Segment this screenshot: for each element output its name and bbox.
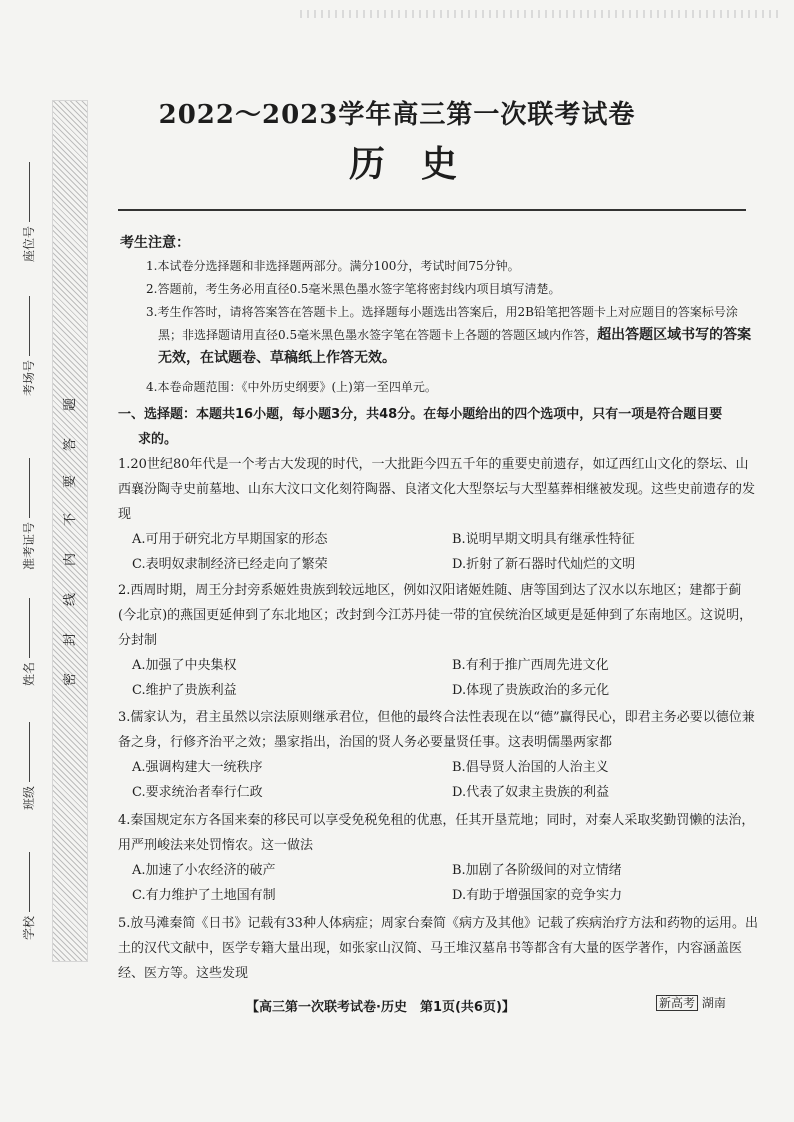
candidate-notes bbox=[120, 232, 760, 399]
question-1 bbox=[118, 452, 758, 577]
seal-strip bbox=[52, 100, 88, 962]
question-options bbox=[132, 858, 758, 908]
question-5 bbox=[118, 911, 758, 986]
title-divider bbox=[118, 209, 746, 211]
option-a: A.加速了小农经济的破产 bbox=[132, 863, 276, 878]
section-heading-line: 一、选择题：本题共16小题，每小题3分，共48分。在每小题给出的四个选项中，只有一项是符合题目要 bbox=[118, 407, 723, 422]
name-field[interactable]: 姓名 bbox=[20, 598, 37, 686]
option-c: C.要求统治者奉行仁政 bbox=[132, 785, 263, 800]
option-b: B.说明早期文明具有继承性特征 bbox=[452, 532, 635, 547]
seal-char: 密 bbox=[63, 672, 79, 687]
question-stem: 5.放马滩秦简《日书》记载有33种人体病症；周家台秦简《病方及其他》记载了疾病治疗方法和药物的运用。出土的汉代文献中，医学专籍大量出现，如张家山汉简、马王堆汉墓帛书等都含有大量的医学著作，内容涵盖医经、医方等。这些发现 bbox=[118, 916, 758, 981]
option-b: B.加剧了各阶级间的对立情绪 bbox=[452, 863, 622, 878]
seal-char: 不 bbox=[63, 512, 79, 527]
subject-title: 历史 bbox=[348, 143, 493, 185]
note-item: 1.本试卷分选择题和非选择题两部分。满分100分，考试时间75分钟。 bbox=[146, 259, 520, 273]
section-heading-line: 求的。 bbox=[138, 432, 178, 447]
option-a: A.可用于研究北方早期国家的形态 bbox=[132, 532, 328, 547]
room-field[interactable]: 考场号 bbox=[20, 296, 37, 396]
option-d: D.代表了奴隶主贵族的利益 bbox=[452, 785, 610, 800]
section-heading bbox=[118, 402, 758, 452]
question-4 bbox=[118, 808, 758, 908]
option-d: D.折射了新石器时代灿烂的文明 bbox=[452, 557, 636, 572]
seal-char: 要 bbox=[63, 474, 79, 489]
question-stem: 2.西周时期，周王分封旁系姬姓贵族到较远地区，例如汉阳诸姬姓随、唐等国到达了汉水以东地区；建都于蓟(今北京)的燕国更延伸到了东北地区；改封到今江苏丹徒一带的宜侯统治区域更是延伸到了东南地区。这说明，分封制 bbox=[118, 583, 753, 648]
scan-edge-artifact bbox=[300, 10, 780, 18]
note-item: 4.本卷命题范围：《中外历史纲要》(上)第一至四单元。 bbox=[146, 380, 437, 394]
question-stem: 3.儒家认为，君主虽然以宗法原则继承君位，但他的最终合法性表现在以“德”赢得民心，即君主务必要以德位兼备之身，行修齐治平之效；墨家指出，治国的贤人务必要量贤任事。这表明儒墨两家都 bbox=[118, 710, 755, 750]
note-emphasis: 超出答题区域书写的答案无效，在试题卷、草稿纸上作答无效。 bbox=[158, 327, 752, 366]
ticket-field[interactable]: 准考证号 bbox=[20, 458, 37, 570]
question-options bbox=[132, 527, 758, 577]
question-2 bbox=[118, 578, 758, 703]
question-options bbox=[132, 653, 758, 703]
option-a: A.加强了中央集权 bbox=[132, 658, 237, 673]
seal-char: 答 bbox=[63, 437, 79, 452]
seat-field[interactable]: 座位号 bbox=[20, 162, 37, 262]
region-label: 湖南 bbox=[701, 996, 726, 1010]
question-stem: 1.20世纪80年代是一个考古大发现的时代，一大批距今四五千年的重要史前遗存，如辽西红山文化的祭坛、山西襄汾陶寺史前墓地、山东大汶口文化刻符陶器、良渚文化大型祭坛与大型墓葬相继被发现。这些史前遗存的发现 bbox=[118, 457, 756, 522]
school-field[interactable]: 学校 bbox=[20, 852, 37, 940]
seal-char: 内 bbox=[63, 552, 79, 567]
region-badge bbox=[656, 994, 726, 1011]
class-field[interactable]: 班级 bbox=[20, 722, 37, 810]
question-stem: 4.秦国规定东方各国来秦的移民可以享受免税免租的优惠，任其开垦荒地；同时，对秦人采取奖勤罚懒的法治，用严刑峻法来处罚惰农。这一做法 bbox=[118, 813, 755, 853]
option-c: C.有力维护了土地国有制 bbox=[132, 888, 276, 903]
option-d: D.有助于增强国家的竞争实力 bbox=[452, 888, 623, 903]
option-d: D.体现了贵族政治的多元化 bbox=[452, 683, 610, 698]
seal-char: 线 bbox=[63, 592, 79, 607]
option-a: A.强调构建大一统秩序 bbox=[132, 760, 263, 775]
exam-title: 2022～2023学年高三第一次联考试卷 bbox=[158, 100, 636, 130]
option-b: B.有利于推广西周先进文化 bbox=[452, 658, 609, 673]
notes-heading: 考生注意： bbox=[120, 235, 190, 251]
note-item: 3.考生作答时，请将答案答在答题卡上。选择题每小题选出答案后，用2B铅笔把答题卡上对应题目的答案标号涂黑；非选择题请用直径0.5毫米黑色墨水签字笔在答题卡上各题的答题区域内作答，超出答题区域书写的答案无效，在试题卷、草稿纸上作答无效。 bbox=[146, 305, 752, 366]
exam-type-badge: 新高考 bbox=[656, 995, 698, 1011]
question-3 bbox=[118, 705, 758, 805]
seal-char: 封 bbox=[63, 632, 79, 647]
option-c: C.表明奴隶制经济已经走向了繁荣 bbox=[132, 557, 328, 572]
question-options bbox=[132, 755, 758, 805]
note-item: 2.答题前，考生务必用直径0.5毫米黑色墨水签字笔将密封线内项目填写清楚。 bbox=[146, 282, 561, 296]
option-c: C.维护了贵族利益 bbox=[132, 683, 237, 698]
option-b: B.倡导贤人治国的人治主义 bbox=[452, 760, 609, 775]
page-footer: 【高三第一次联考试卷·历史 第1页(共6页)】 bbox=[246, 1000, 515, 1015]
seal-char: 题 bbox=[63, 397, 79, 412]
